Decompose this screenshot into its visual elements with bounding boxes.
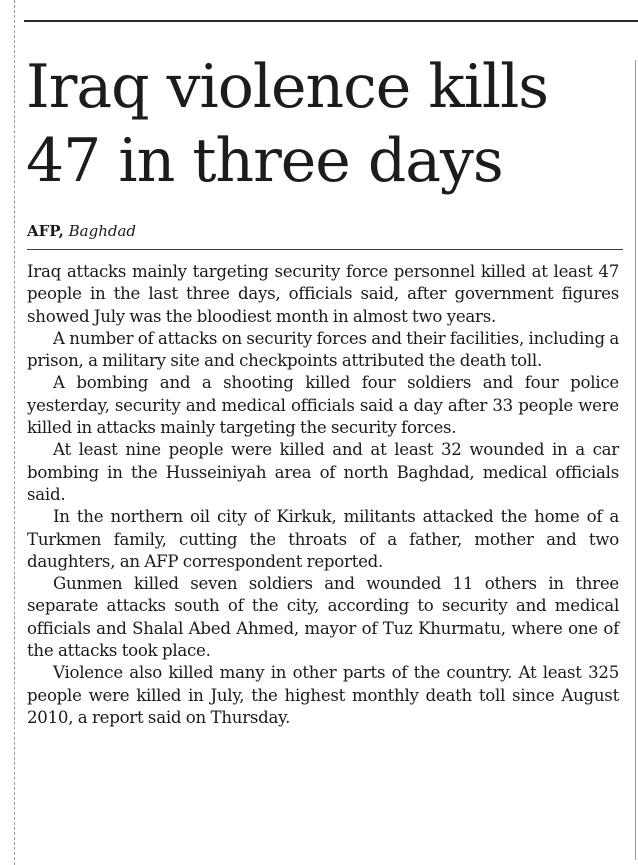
byline-agency: AFP, <box>27 222 64 240</box>
top-rule <box>24 20 638 22</box>
column-divider-left <box>14 0 15 865</box>
article-body <box>27 261 619 729</box>
paragraph: In the northern oil city of Kirkuk, militants attacked the home of a Turkmen family, cutting the throats of a father, mother and two daughters, an AFP correspondent reported. <box>27 507 619 571</box>
paragraph: Iraq attacks mainly targeting security force personnel killed at least 47 people in the last three days, officials said, after government figures showed July was the bloodiest month in almost two years. <box>27 262 619 326</box>
byline <box>27 222 136 240</box>
headline: Iraq violence kills 47 in three days <box>26 52 549 196</box>
paragraph: A number of attacks on security forces and their facilities, including a prison, a military site and checkpoints attributed the death toll. <box>27 328 619 371</box>
byline-dateline: Baghdad <box>68 222 137 240</box>
paragraph: Gunmen killed seven soldiers and wounded 11 others in three separate attacks south of the city, according to security and medical officials and Shalal Abed Ahmed, mayor of Tuz Khurmatu, where one of the attacks took place. <box>27 574 619 661</box>
paragraph: Violence also killed many in other parts of the country. At least 325 people were killed in July, the highest monthly death toll since August 2010, a report said on Thursday. <box>27 663 619 727</box>
paragraph: At least nine people were killed and at least 32 wounded in a car bombing in the Husseiniyah area of north Baghdad, medical officials said. <box>27 440 619 504</box>
byline-rule <box>27 249 623 250</box>
column-divider-right <box>635 60 636 860</box>
paragraph: A bombing and a shooting killed four soldiers and four police yesterday, security and medical officials said a day after 33 people were killed in attacks mainly targeting the security forces. <box>27 373 619 438</box>
